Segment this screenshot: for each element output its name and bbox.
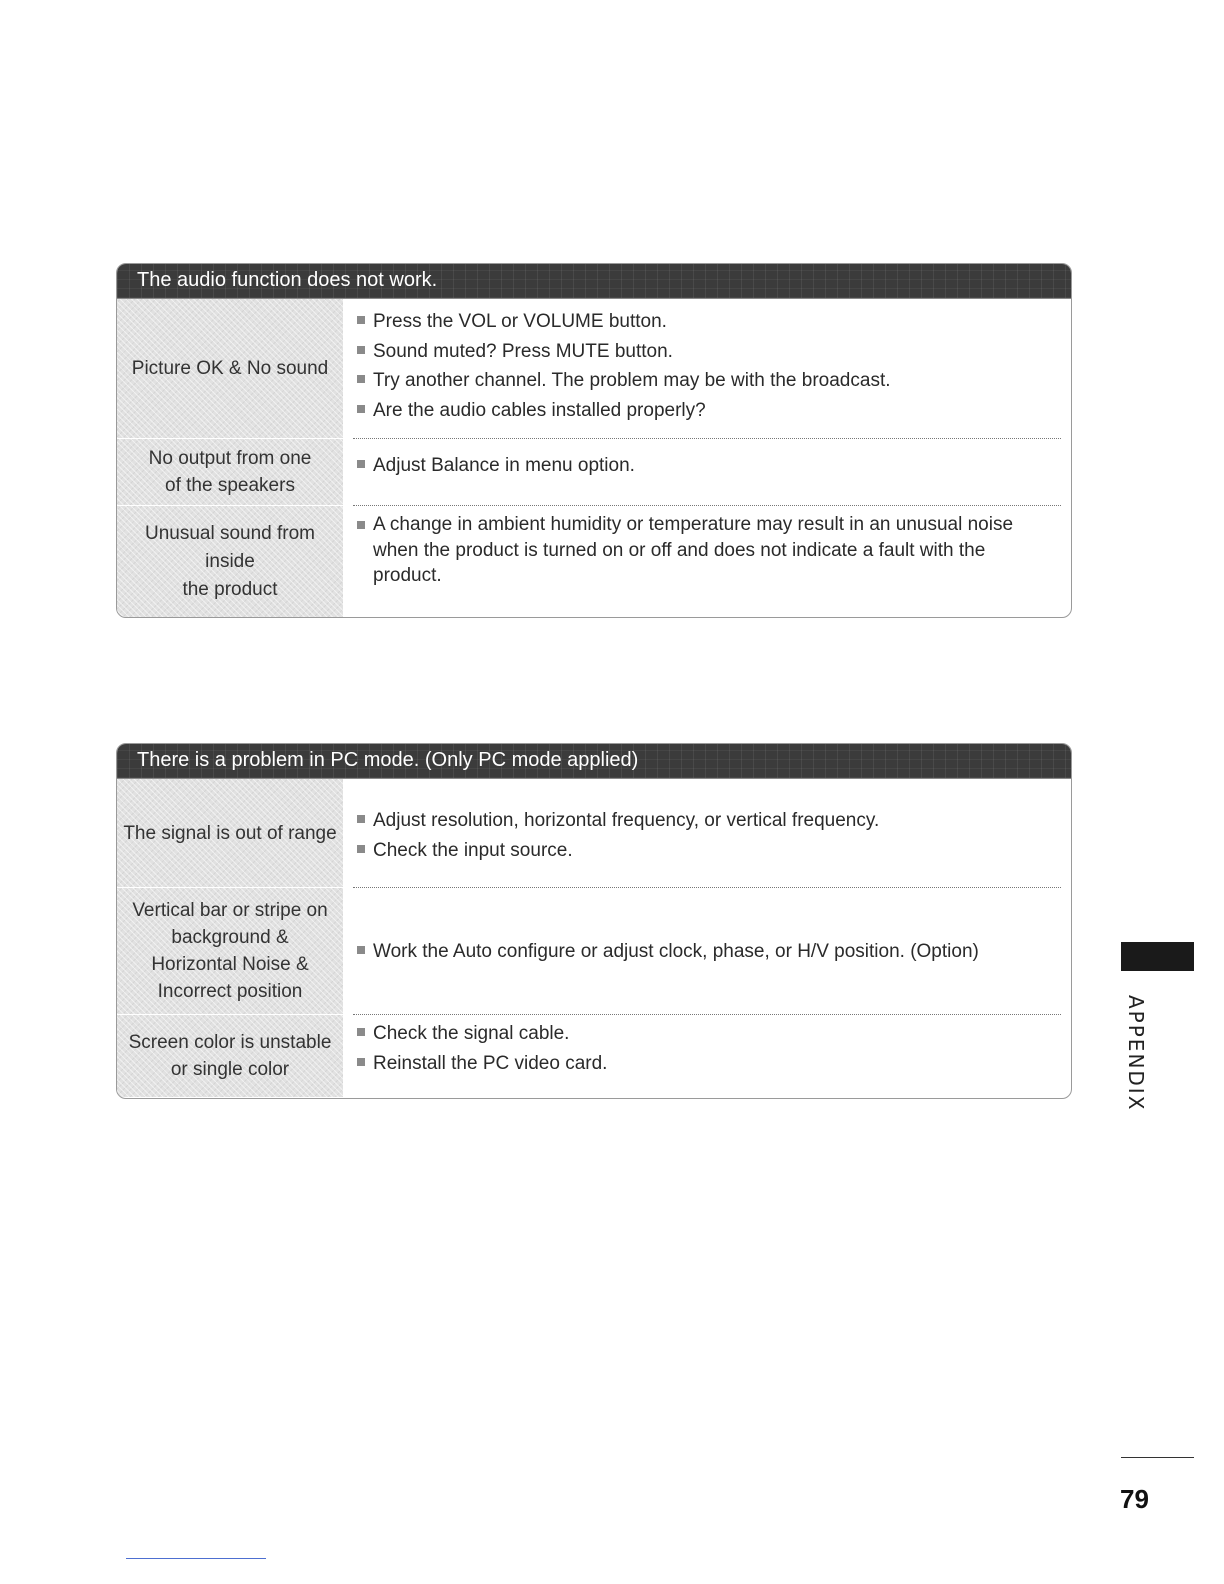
symptom-label: Picture OK & No sound bbox=[117, 299, 343, 439]
page-number: 79 bbox=[1120, 1484, 1149, 1514]
table-row bbox=[117, 888, 1071, 1015]
solution-cell bbox=[343, 299, 1071, 439]
table-row bbox=[117, 506, 1071, 617]
solution-cell bbox=[343, 1015, 1071, 1097]
section-title: There is a problem in PC mode. (Only PC mode applied) bbox=[117, 744, 1071, 779]
list-item: Reinstall the PC video card. bbox=[357, 1049, 1061, 1079]
pc-mode-troubleshooting-table bbox=[116, 743, 1072, 1099]
list-item: Try another channel. The problem may be with the broadcast. bbox=[357, 366, 1061, 396]
table-row bbox=[117, 299, 1071, 439]
symptom-label: Vertical bar or stripe on background & Horizontal Noise & Incorrect position bbox=[117, 888, 343, 1015]
solution-cell bbox=[343, 779, 1071, 888]
symptom-label: No output from one of the speakers bbox=[117, 439, 343, 506]
list-item: Check the input source. bbox=[357, 836, 1061, 866]
list-item: A change in ambient humidity or temperature may result in an unusual noise when the product is turned on or off and does not indicate a fault with the product. bbox=[357, 512, 1061, 589]
section-title: The audio function does not work. bbox=[117, 264, 1071, 299]
solution-cell bbox=[343, 888, 1071, 1015]
footer-link-line bbox=[126, 1558, 266, 1559]
list-item: Press the VOL or VOLUME button. bbox=[357, 307, 1061, 337]
solution-cell bbox=[343, 506, 1071, 617]
page-number-rule bbox=[1121, 1457, 1194, 1458]
symptom-label: Unusual sound from inside the product bbox=[117, 506, 343, 617]
section-tab-marker bbox=[1121, 942, 1194, 971]
list-item: Work the Auto configure or adjust clock, phase, or H/V position. (Option) bbox=[357, 937, 1061, 966]
table-row bbox=[117, 439, 1071, 506]
table-row bbox=[117, 779, 1071, 888]
symptom-label: Screen color is unstable or single color bbox=[117, 1015, 343, 1097]
symptom-label: The signal is out of range bbox=[117, 779, 343, 888]
table-row bbox=[117, 1015, 1071, 1097]
list-item: Adjust resolution, horizontal frequency, or vertical frequency. bbox=[357, 806, 1061, 836]
solution-cell bbox=[343, 439, 1071, 506]
audio-troubleshooting-table bbox=[116, 263, 1072, 618]
appendix-side-label: APPENDIX bbox=[1124, 995, 1148, 1112]
list-item: Adjust Balance in menu option. bbox=[357, 451, 1061, 480]
list-item: Sound muted? Press MUTE button. bbox=[357, 337, 1061, 367]
list-item: Check the signal cable. bbox=[357, 1019, 1061, 1049]
list-item: Are the audio cables installed properly? bbox=[357, 396, 1061, 426]
